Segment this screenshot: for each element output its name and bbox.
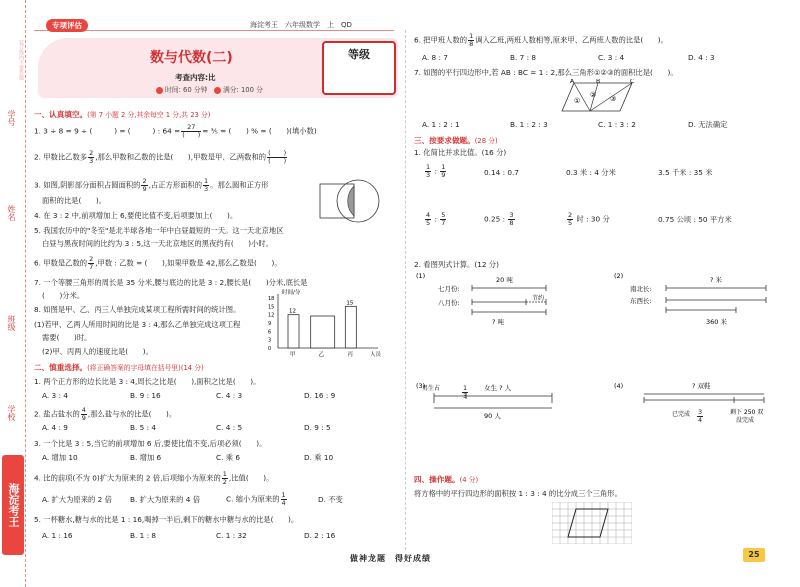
chart-tick-15: 15 — [268, 304, 275, 311]
chart-category-乙: 乙 — [318, 352, 325, 358]
simp-6: 0.25 : $\frac{3}{8}$ — [484, 211, 514, 227]
q7-cont: ( )分米。 — [42, 291, 85, 300]
c6-a: A. 8 : 7 — [422, 53, 448, 62]
d2-num: (2) — [614, 272, 624, 280]
q8-1-cont: 需要( )时。 — [42, 333, 92, 342]
d1-top: 20 吨 — [496, 276, 513, 284]
chart-category-丙: 丙 — [347, 352, 353, 358]
q4: 4. 在 3 : 2 中,前项增加上 6,要使比值不变,后项要加上( )。 — [34, 211, 238, 220]
section-2-title: 二、慎重选择。(将正确答案的字母填在括号里)(14 分) — [34, 363, 204, 372]
r2: 2. 看图列式计算。(12 分) — [414, 260, 499, 269]
chart-xlabel: 人员 — [370, 352, 382, 358]
c2-d: D. 9 : 5 — [304, 423, 331, 432]
c2-b: B. 5 : 4 — [130, 423, 157, 432]
d4-rem2: 没完成 — [736, 417, 755, 424]
fig-label-3: ③ — [610, 95, 617, 103]
d3-girls: 女生 ? 人 — [484, 384, 512, 392]
c2: 2. 盐占盐水的 $\frac{4}{9}$ ,那么盐与水的比是( )。 — [34, 406, 177, 422]
q5: 5. 我国农历中的"冬至"是北半球各地一年中白昼最短的一天。这一天北京地区 — [34, 226, 284, 235]
d2-top: ? 米 — [710, 276, 723, 284]
page-title: 数与代数(二) — [150, 50, 233, 66]
chart-category-甲: 甲 — [290, 352, 296, 358]
c7: 7. 如图的平行四边形中,若 AB : BC = 1 : 2,那么三角形①②③的面积比是( )。 — [414, 68, 678, 77]
c7-c: C. 1 : 3 : 2 — [598, 120, 636, 129]
c3: 3. 一个比是 3 : 5,当它的前项增加 6 后,要使比值不变,后项必须( )。 — [34, 439, 267, 448]
c6-c: C. 3 : 4 — [598, 53, 625, 62]
d3-boys: 男生占 — [422, 385, 441, 392]
page-number: 25 — [743, 548, 765, 562]
fig-label-c: C — [630, 79, 635, 85]
c1-c: C. 4 : 3 — [216, 391, 243, 400]
c4: 4. 比的前项(不为 0)扩大为原来的 2 倍,后项缩小为原来的 $\frac{1}{2}$ ,比值( )。 — [34, 470, 274, 486]
q3-cont: 面积的比是( )。 — [42, 196, 107, 205]
fig-label-2: ② — [590, 91, 597, 99]
chart-bar-label-丙: 15 — [346, 300, 354, 307]
d2-bottom: 360 米 — [706, 318, 727, 326]
c1: 1. 两个正方形的边长比是 3 : 4,周长之比是( ),面积之比是( )。 — [34, 377, 261, 386]
c6: 6. 把甲班人数的 $\frac{1}{8}$ 调入乙班,两班人数相等,原来甲、乙两班人数的比是( )。 — [414, 32, 668, 48]
q1: 1. 3 ÷ 8 = 9 ÷ ( ) = ( ) : 64 = $\frac{27}{( )}$ = ⅗ = ( ) % = ( )(填小数) — [34, 123, 317, 139]
clock-icon — [156, 87, 163, 94]
fig-label-a: A — [570, 79, 575, 85]
score-text: 满分: 100 分 — [222, 86, 263, 94]
c5-b: B. 1 : 8 — [130, 531, 157, 540]
c5-a: A. 1 : 16 — [42, 531, 73, 540]
chart-tick-12: 12 — [268, 312, 275, 319]
subtitle: 考查内容:比 — [175, 73, 216, 82]
c1-d: D. 16 : 9 — [304, 391, 336, 400]
simp-2: 0.14 : 0.7 — [484, 168, 519, 177]
c1-a: A. 3 : 4 — [42, 391, 68, 400]
c2-c: C. 4 : 5 — [216, 423, 243, 432]
brand-logo: 海淀考王 — [2, 455, 24, 555]
chart-bar-甲 — [288, 315, 299, 348]
q8-1: (1)若甲、乙两人所用时间的比是 3 : 4,那么乙单独完成这项工程 — [34, 320, 241, 329]
student-no-label: 学号 — [7, 110, 16, 126]
chart-bar-乙 — [311, 316, 335, 348]
parallelogram-figure — [560, 79, 636, 115]
section-3-title: 三、按要求做题。(28 分) — [414, 136, 498, 145]
chart-tick-6: 6 — [268, 329, 272, 336]
d1-num: (1) — [416, 272, 426, 280]
d4-rem: 剩下 250 双 — [730, 409, 764, 416]
d1-save: 节约 — [532, 295, 545, 302]
c7-b: B. 1 : 2 : 3 — [510, 120, 548, 129]
grid-figure — [552, 502, 632, 544]
class-label: 班级 — [7, 315, 16, 331]
c4-c: C. 缩小为原来的 $\frac{1}{4}$ — [226, 491, 286, 507]
r1: 1. 化简比并求比值。(16 分) — [414, 148, 507, 157]
d2-row2: 东西长: — [630, 297, 652, 305]
c4-b: B. 扩大为原来的 4 倍 — [130, 495, 201, 504]
line-diagrams — [414, 270, 794, 430]
c7-a: A. 1 : 2 : 1 — [422, 120, 460, 129]
c5-c: C. 1 : 32 — [216, 531, 247, 540]
grade-label: 等级 — [348, 48, 370, 61]
time-text: 时间: 60 分钟 — [165, 86, 208, 94]
c4-d: D. 不变 — [318, 495, 343, 504]
simp-4: 3.5 千米 : 35 米 — [658, 168, 713, 177]
q8: 8. 如图是甲、乙、丙三人单独完成某项工程所需时间的统计图。 — [34, 305, 241, 314]
section-4-title: 四、操作题。(4 分) — [414, 475, 479, 484]
d4-num: (4) — [614, 382, 624, 390]
d1-row1: 七月份: — [438, 285, 460, 293]
c5: 5. 一杯糖水,糖与水的比是 1 : 16,喝掉一半后,剩下的糖水中糖与水的比是( )。 — [34, 515, 299, 524]
score-icon — [214, 87, 221, 94]
chart-tick-9: 9 — [268, 321, 272, 327]
c3-c: C. 乘 6 — [216, 453, 240, 462]
c2-a: A. 4 : 9 — [42, 423, 68, 432]
c1-b: B. 9 : 16 — [130, 391, 161, 400]
c5-d: D. 2 : 16 — [304, 531, 336, 540]
d4-top: ? 双鞋 — [692, 382, 711, 390]
q3: 3. 如图,阴影部分面积占圆面积的 $\frac{2}{9}$ ,占正方形面积的 $\frac{1}{3}$ 。那么圆和正方形 — [34, 177, 269, 193]
section-tag: 专项评估 — [46, 19, 88, 32]
d3-frac: $\frac{1}{3}$ — [463, 384, 468, 400]
op-instruction: 将方格中的平行四边形的面积按 1 : 3 : 4 的比分成三个三角形。 — [414, 489, 622, 498]
c7-d: D. 无法确定 — [688, 120, 728, 129]
simp-3: 0.3 米 : 4 分米 — [566, 168, 616, 177]
chart-tick-18: 18 — [268, 296, 275, 302]
simp-8: 0.75 公顷 : 50 平方米 — [658, 215, 732, 224]
d4-frac: $\frac{3}{4}$ — [698, 408, 703, 424]
d3-num: (3) — [416, 382, 426, 390]
q8-2: (2)甲、丙两人的速度比是( )。 — [42, 347, 153, 356]
c4-a: A. 扩大为原来的 2 倍 — [42, 495, 112, 504]
section-1-title: 一、认真填空。(第 7 小题 2 分,其余每空 1 分,共 23 分) — [34, 110, 211, 119]
d1-bottom: ? 吨 — [492, 318, 505, 326]
c3-b: B. 增加 6 — [130, 453, 162, 462]
chart-tick-3: 3 — [268, 337, 272, 344]
c6-b: B. 7 : 8 — [510, 53, 537, 62]
simp-1: $\frac{1}{3}$ : $\frac{1}{9}$ — [426, 163, 446, 179]
school-label: 学校 — [7, 405, 16, 421]
fig-label-1: ① — [574, 97, 581, 105]
cut-line-note: 装订线内不要答题 — [18, 40, 24, 80]
q6: 6. 甲数是乙数的 $\frac{2}{7}$ ,甲数 : 乙数 = ( ),如果甲数是 42,那么乙数是( )。 — [34, 255, 282, 271]
work-time-bar-chart — [262, 288, 384, 360]
c3-a: A. 增加 10 — [42, 453, 78, 462]
d3-bottom: 90 人 — [484, 412, 501, 420]
chart-tick-0: 0 — [268, 346, 272, 352]
d1-row2: 八月份: — [438, 299, 460, 307]
circle-square-figure — [318, 178, 388, 224]
simp-5: $\frac{4}{5}$ : $\frac{5}{7}$ — [426, 211, 446, 227]
c3-d: D. 乘 10 — [304, 453, 334, 462]
chart-bar-label-甲: 12 — [289, 308, 296, 315]
q5-cont: 白昼与黑夜时间的比约为 3 : 5,这一天北京地区的黑夜约有( )小时。 — [42, 239, 274, 248]
column-divider — [405, 30, 406, 550]
time-score-bar — [156, 84, 263, 94]
q2: 2. 甲数比乙数多 $\frac{2}{3}$ ,那么甲数和乙数的比是( ),甲数是甲、乙两数和的 $\frac{( )}{( )}$ — [34, 149, 287, 165]
chart-ylabel: 时间/分 — [282, 290, 301, 296]
d2-row1: 南北长: — [630, 285, 652, 293]
grade-box — [322, 41, 396, 95]
footer-slogan: 做神龙题 得好成绩 — [350, 554, 431, 563]
name-label: 姓名 — [7, 205, 16, 221]
series-title: 海淀考王 六年级数学 上 QD — [250, 21, 352, 29]
chart-bar-丙 — [345, 306, 356, 348]
fig-label-b: B — [596, 79, 601, 85]
q7: 7. 一个等腰三角形的周长是 35 分米,腰与底边的比是 3 : 2,腰长是( )分米,底长是 — [34, 278, 308, 287]
simp-7: $\frac{2}{5}$ 时 : 30 分 — [568, 211, 610, 227]
c6-d: D. 4 : 3 — [688, 53, 715, 62]
d4-done: 已完成 — [672, 411, 691, 418]
